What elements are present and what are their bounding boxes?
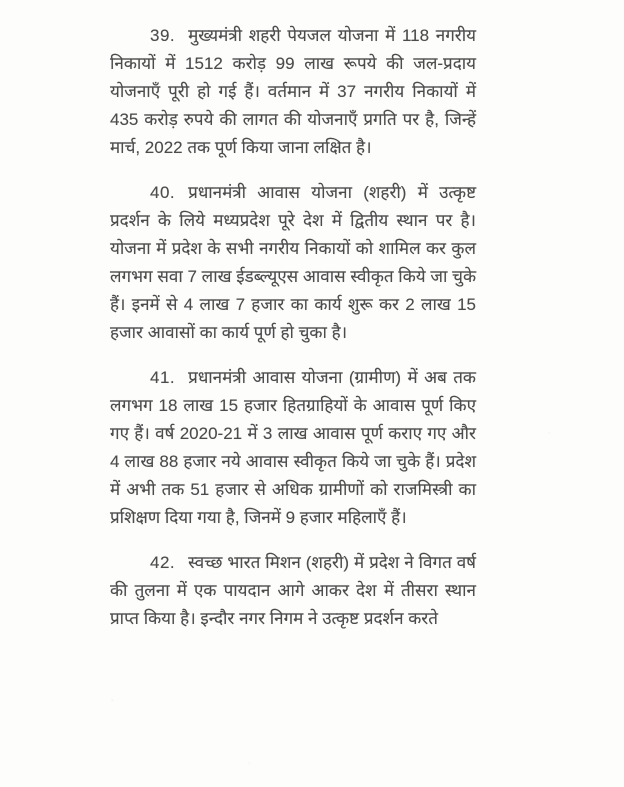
paragraph-42-text: स्वच्छ भारत मिशन (शहरी) में प्रदेश ने विगत वर्ष की तुलना में एक पायदान आगे आकर देश में तीसरा स्थान प्राप्त किया है। इन्दौर नगर निगम ने उत्कृष्ट प्रदर्शन करते <box>110 553 476 628</box>
paragraph-39-text: मुख्यमंत्री शहरी पेयजल योजना में 118 नगरीय निकायों में 1512 करोड़ 99 लाख रूपये की जल-प्रदाय योजनाएँ पूरी हो गई हैं। वर्तमान में 37 नगरीय निकायों में 435 करोड़ रुपये की लागत की योजनाएँ प्रगति पर है, जिन्हें मार्च, 2022 तक पूर्ण किया जाना लक्षित है। <box>110 26 476 157</box>
paragraph-39-number: 39. <box>150 26 176 45</box>
text-block <box>110 22 476 650</box>
paragraph-40-number: 40. <box>150 183 176 202</box>
paragraph-40 <box>110 179 476 347</box>
paragraph-41-text: प्रधानमंत्री आवास योजना (ग्रामीण) में अब तक लगभग 18 लाख 15 हजार हितग्राहियों के आवास पूर्ण किए गए हैं। वर्ष 2020-21 में 3 लाख आवास पूर्ण कराए गए और 4 लाख 88 हजार नये आवास स्वीकृत किये जा चुके हैं। प्रदेश में अभी तक 51 हजार से अधिक ग्रामीणों को राजमिस्त्री का प्रशिक्षण दिया गया है, जिनमें 9 हजार महिलाएँ हैं। <box>110 368 476 527</box>
paragraph-42-number: 42. <box>150 553 176 572</box>
paragraph-42 <box>110 549 476 633</box>
paragraph-40-text: प्रधानमंत्री आवास योजना (शहरी) में उत्कृष्ट प्रदर्शन के लिये मध्यप्रदेश पूरे देश में द्वितीय स्थान पर है। योजना में प्रदेश के सभी नगरीय निकायों को शामिल कर कुल लगभग सवा 7 लाख ईडब्ल्यूएस आवास स्वीकृत किये जा चुके हैं। इनमें से 4 लाख 7 हजार का कार्य शुरू कर 2 लाख 15 हजार आवासों का कार्य पूर्ण हो चुका है। <box>110 183 476 342</box>
paragraph-39 <box>110 22 476 162</box>
paragraph-41 <box>110 364 476 532</box>
paragraph-41-number: 41. <box>150 368 176 387</box>
